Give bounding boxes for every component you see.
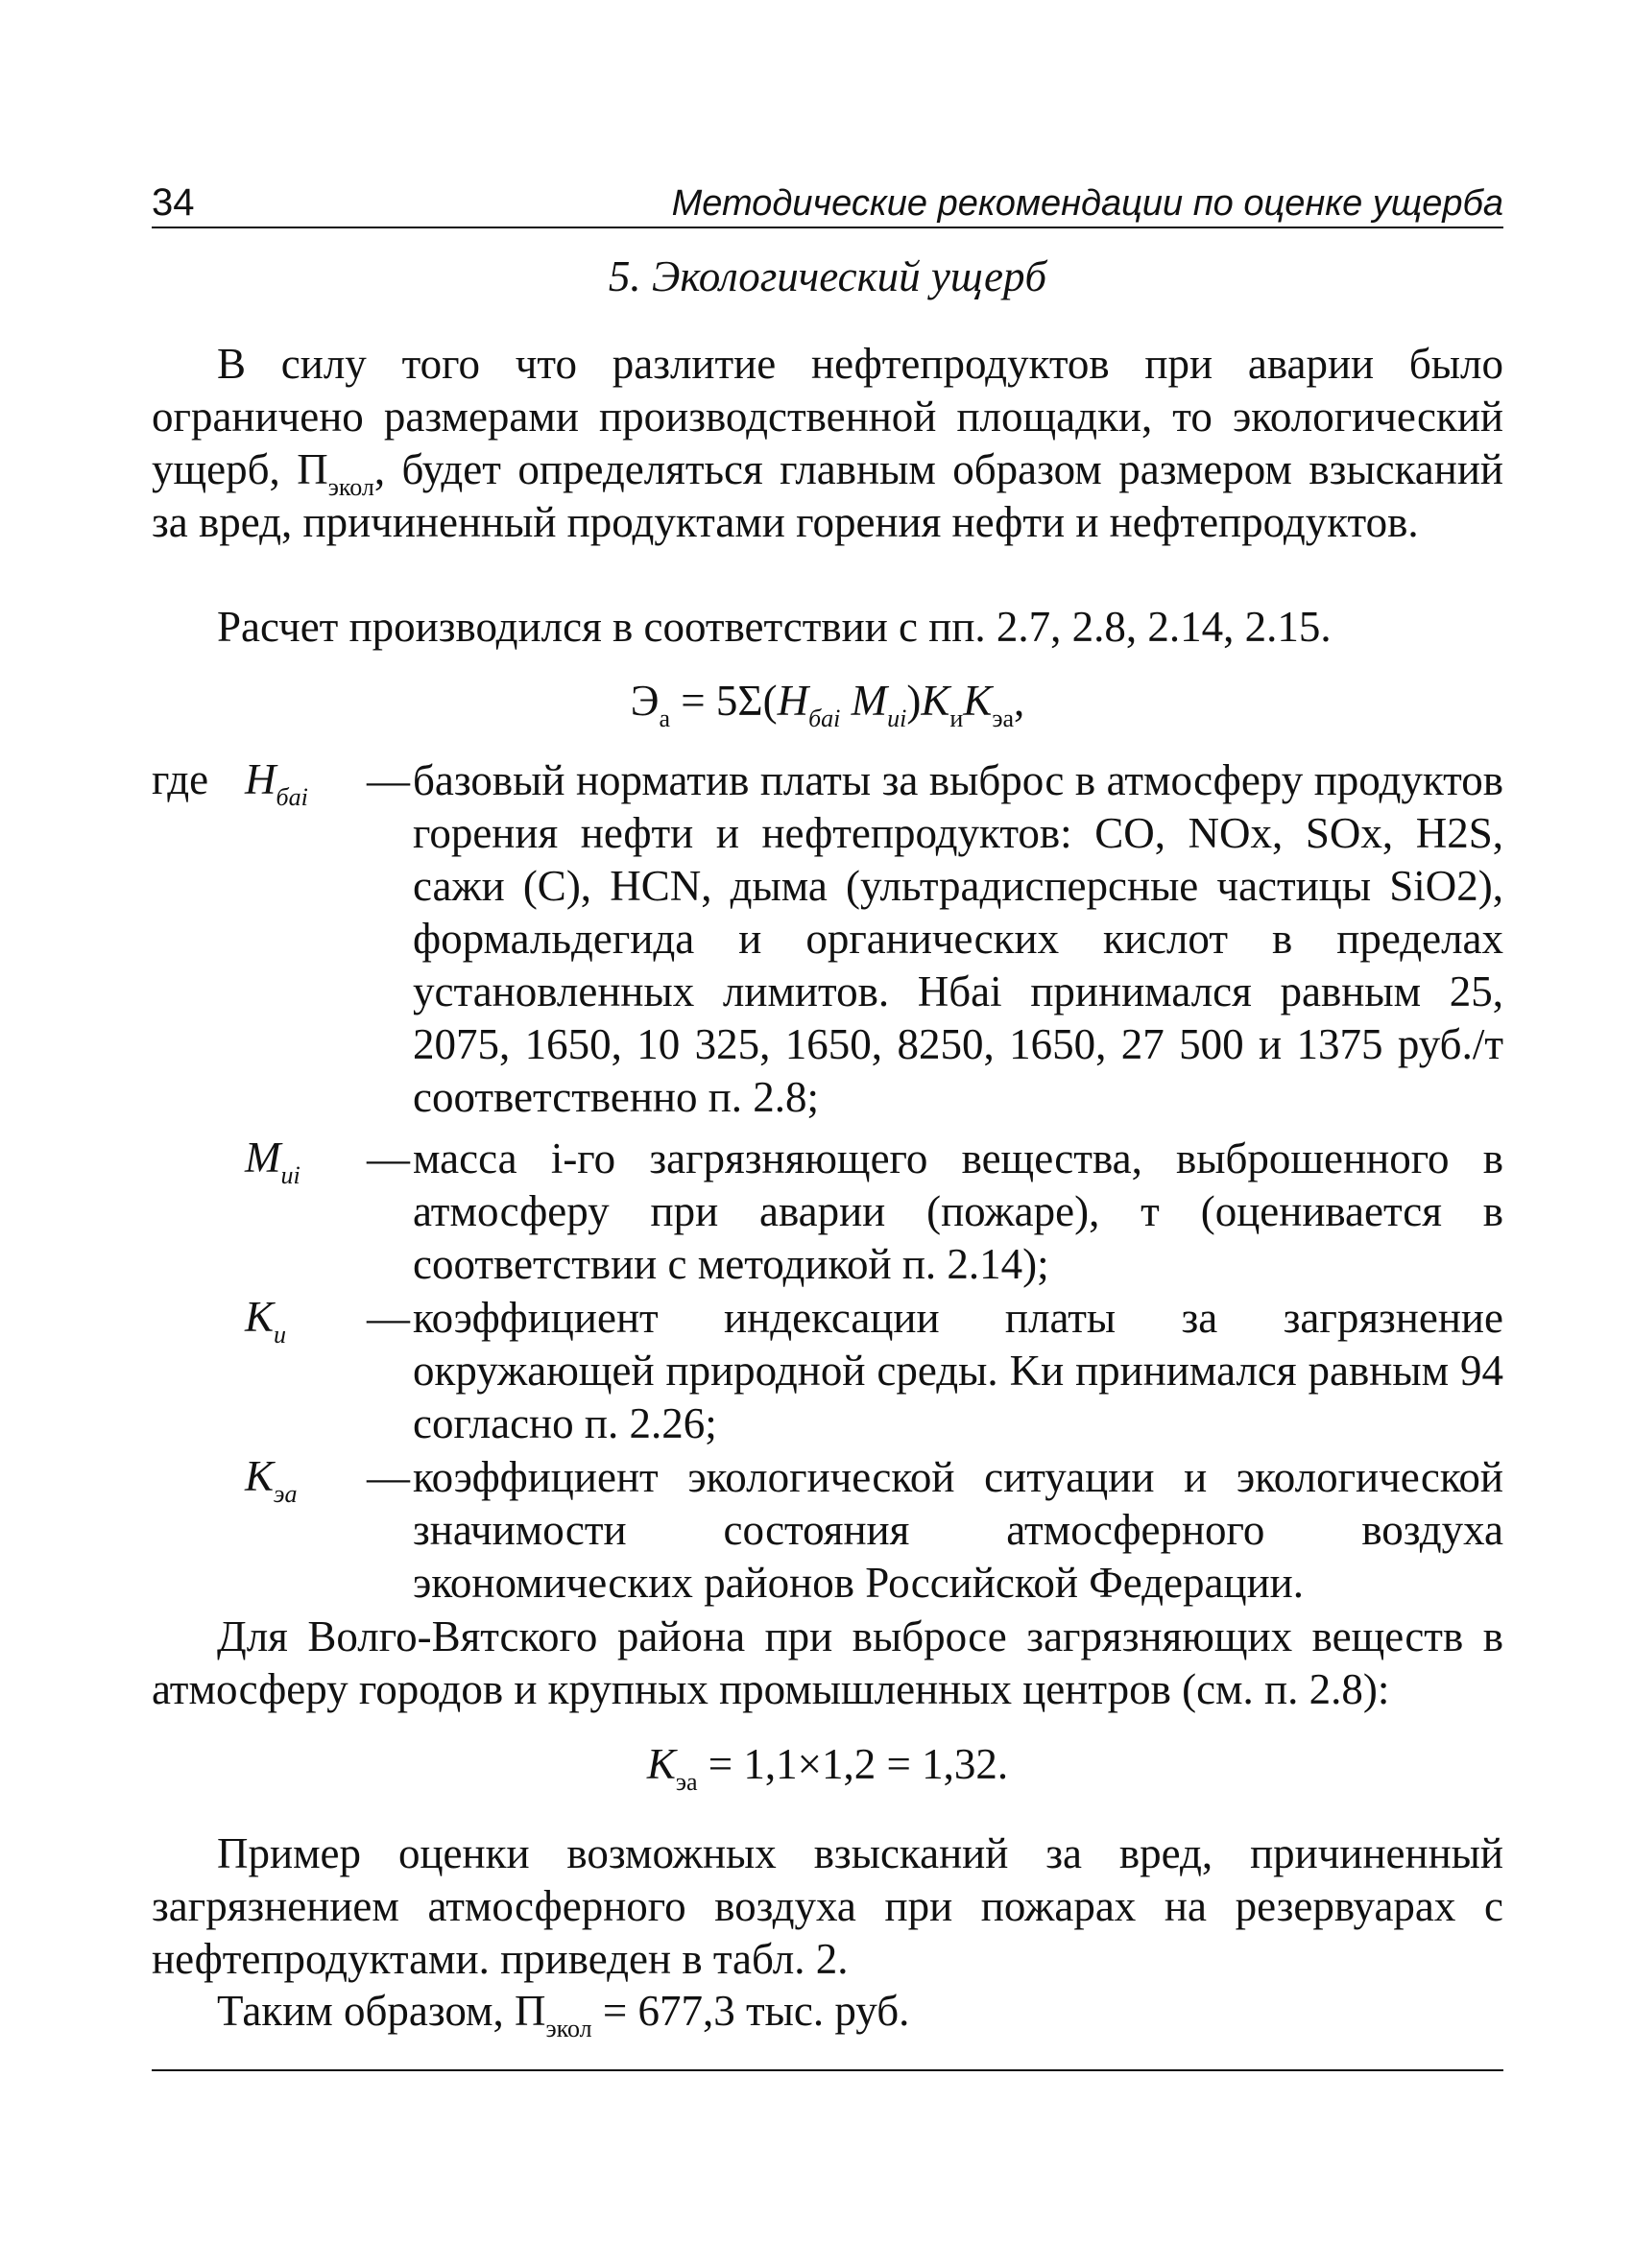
bottom-rule: [152, 2069, 1503, 2071]
calc-reference-paragraph: Расчет производился в соответствии с пп. 2.7, 2.8, 2.14, 2.15.: [217, 603, 1332, 651]
k-formula: $K_{эа} = 1,1\times 1,2 = 1,32$.: [646, 1740, 1009, 1796]
intro-paragraph: В силу того что разлитие нефтепродуктов при аварии было ограничено размерами производственной площадки, то экологический ущерб, $П_{экол}$, будет определяться главным образом размером взысканий за вред, причиненный продуктами горения нефти и нефтепродуктов.: [152, 340, 1503, 546]
term-m: $M_{иi}$: [245, 1134, 300, 1189]
definition-m: —масса i-го загрязняющего вещества, выброшенного в атмосферу при аварии (пожаре), т (оценивается в соответствии с методикой п. 2.14);: [367, 1134, 1503, 1288]
page-number: 34: [152, 181, 195, 224]
main-formula: $Э_а = 5\Sigma(H_{баi}$ $M_{иi})K_иK_{эа}$,: [630, 677, 1025, 732]
page-header: [152, 179, 1503, 228]
running-title: Методические рекомендации по оценке ущерба: [671, 183, 1503, 224]
example-paragraph: Пример оценки возможных взысканий за вред, причиненный загрязнением атмосферного воздуха при пожарах на резервуарах с нефтепродуктами. приведен в табл. 2.: [152, 1829, 1503, 1983]
term-kea: $K_{эа}$: [245, 1452, 298, 1508]
definitions-lead: где: [152, 755, 209, 803]
definition-h: —базовый норматив платы за выброс в атмосферу продуктов горения нефти и нефтепродуктов: CO, NOx, SOx, H2S, сажи (C), HCN, дыма (ультрадисперсные частицы SiO2), формальдегида и органических кислот в пределах установленных лимитов. Hбаi принимался равным 25, 2075, 1650, 10 325, 1650, 8250, 1650, 27 500 и 1375 руб./т соответственно п. 2.8;: [367, 756, 1503, 1121]
section-title: 5. Экологический ущерб: [608, 252, 1047, 300]
definition-ki: —коэффициент индексации платы за загрязнение окружающей природной среды. Kи принимался равным 94 согласно п. 2.26;: [367, 1294, 1503, 1447]
term-ki: $K_и$: [245, 1293, 287, 1349]
term-h: $H_{баi}$: [245, 755, 308, 811]
conclusion-paragraph: Таким образом, $П_{экол} = 677,3$ тыс. руб.: [217, 1987, 910, 2042]
definition-kea: —коэффициент экологической ситуации и экологической значимости состояния атмосферного воздуха экономических районов Российской Федерации.: [367, 1453, 1503, 1607]
region-paragraph: Для Волго-Вятского района при выбросе загрязняющих веществ в атмосферу городов и крупных промышленных центров (см. п. 2.8):: [152, 1612, 1503, 1713]
